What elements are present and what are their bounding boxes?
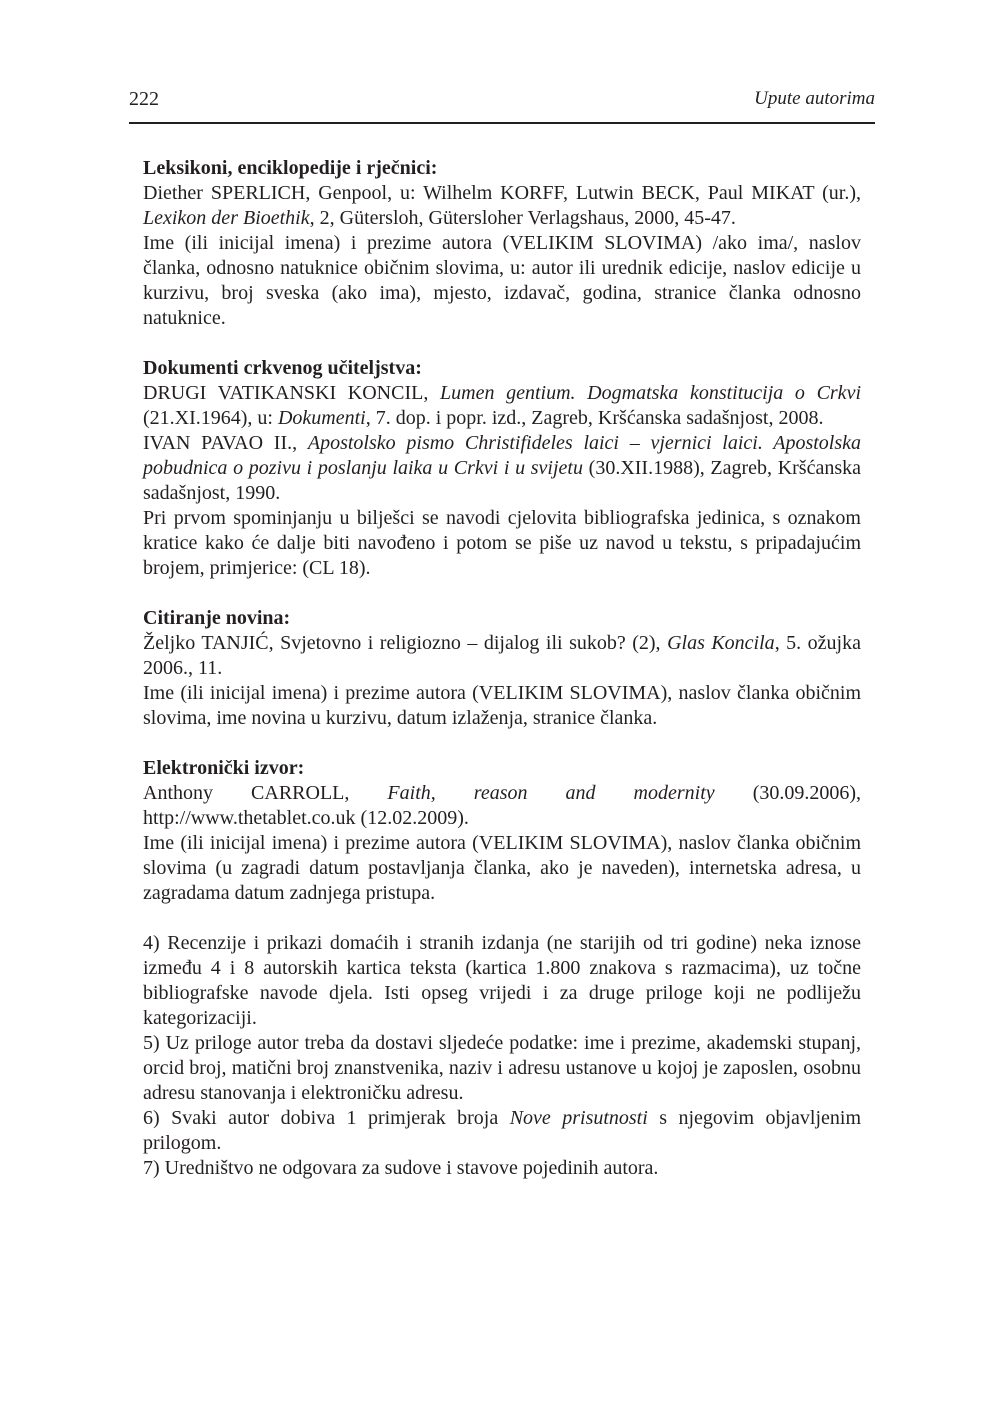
section-heading: Dokumenti crkvenog učiteljstva:: [143, 357, 422, 379]
citation-example: [143, 181, 861, 231]
section-heading: Citiranje novina:: [143, 607, 291, 629]
numbered-item-7: 7) Uredništvo ne odgovara za sudove i stavove pojedinih autora.: [143, 1157, 659, 1179]
citation-italic: Apostolsko pismo Christifideles laici – vjernici laici. Apostolska pobudnica o pozivu i poslanju laika u Crkvi i u svijetu: [143, 432, 861, 479]
citation-text: DRUGI VATIKANSKI KONCIL,: [143, 382, 440, 404]
citation-italic: Faith, reason and modernity: [387, 782, 715, 804]
citation-text: Željko TANJIĆ, Svjetovno i religiozno – dijalog ili sukob? (2),: [143, 632, 668, 654]
citation-italic: Glas Koncila: [667, 632, 775, 654]
section-lexicons: [143, 156, 861, 331]
citation-text: Anthony CARROLL,: [143, 782, 388, 804]
section-newspapers: [143, 606, 861, 731]
citation-text: , 7. dop. i popr. izd., Zagreb, Kršćanska sadašnjost, 2008.: [365, 407, 824, 429]
citation-italic: Dokumenti: [277, 407, 366, 429]
page-header: [129, 84, 875, 114]
citation-italic: Lumen gentium. Dogmatska konstitucija o Crkvi: [440, 382, 861, 404]
citation-text: , 2, Gütersloh, Gütersloher Verlagshaus, 2000, 45-47.: [309, 207, 736, 229]
page-body: [143, 156, 861, 1181]
header-rule: [129, 122, 875, 124]
numbered-item-5: 5) Uz priloge autor treba da dostavi sljedeće podatke: ime i prezime, akademski stupanj, orcid broj, matični broj znanstvenika, naziv i adresu ustanove u kojoj je zaposlen, osobnu adresu stanovanja i elektroničku adresu.: [143, 1032, 861, 1104]
citation-text: (21.XI.1964), u:: [143, 407, 278, 429]
section-church-documents: [143, 356, 861, 581]
item-text: 6) Svaki autor dobiva 1 primjerak broja: [143, 1107, 510, 1129]
citation-rule: Ime (ili inicijal imena) i prezime autora (VELIKIM SLOVIMA), naslov članka običnim slovima, ime novina u kurzivu, datum izlaženja, stranice članka.: [143, 682, 861, 729]
numbered-item-4: 4) Recenzije i prikazi domaćih i stranih izdanja (ne starijih od tri godine) neka iznose između 4 i 8 autorskih kartica teksta (kartica 1.800 znakova s razmacima), uz točne bibliografske navode djela. Isti opseg vrijedi i za druge priloge koji ne podliježu kategorizaciji.: [143, 932, 861, 1029]
citation-example: [143, 631, 861, 681]
citation-text: (30.09.2006), http://www.thetablet.co.uk (12.02.2009).: [143, 782, 862, 829]
numbered-item-6: [143, 1106, 861, 1156]
section-heading: Elektronički izvor:: [143, 757, 305, 779]
citation-rule: Ime (ili inicijal imena) i prezime autora (VELIKIM SLOVIMA) /ako ima/, naslov članka, odnosno natuknice običnim slovima, u: autor ili urednik edicije, naslov edicije u kurzivu, broj sveska (ako ima), mjesto, izdavač, godina, stranice članka odnosno natuknice.: [143, 232, 861, 329]
citation-example: [143, 431, 861, 506]
citation-rule: Ime (ili inicijal imena) i prezime autora (VELIKIM SLOVIMA), naslov članka običnim slovima (u zagradi datum postavljanja članka, ako je naveden), internetska adresa, u zagradama datum zadnjega pristupa.: [143, 832, 861, 904]
running-title: Upute autorima: [754, 88, 875, 109]
citation-text: IVAN PAVAO II.,: [143, 432, 308, 454]
citation-example: [143, 381, 861, 431]
item-text: s njegovim objavljenim prilogom.: [143, 1107, 862, 1154]
item-italic: Nove prisutnosti: [509, 1107, 648, 1129]
citation-text: Diether SPERLICH, Genpool, u: Wilhelm KORFF, Lutwin BECK, Paul MIKAT (ur.),: [143, 182, 861, 204]
section-heading: Leksikoni, enciklopedije i rječnici:: [143, 157, 438, 179]
citation-text: (30.XII.1988), Zagreb, Kršćanska sadašnjost, 1990.: [143, 457, 862, 504]
citation-example: [143, 781, 861, 831]
section-electronic: [143, 756, 861, 906]
citation-text: , 5. ožujka 2006., 11.: [143, 632, 861, 679]
citation-rule: Pri prvom spominjanju u bilješci se navodi cjelovita bibliografska jedinica, s oznakom kratice kako će dalje biti navođeno i potom se piše uz navod u tekstu, s pripadajućim brojem, primjerice: (CL 18).: [143, 507, 861, 579]
page-number: 222: [129, 88, 159, 110]
citation-italic: Lexikon der Bioethik: [143, 207, 310, 229]
